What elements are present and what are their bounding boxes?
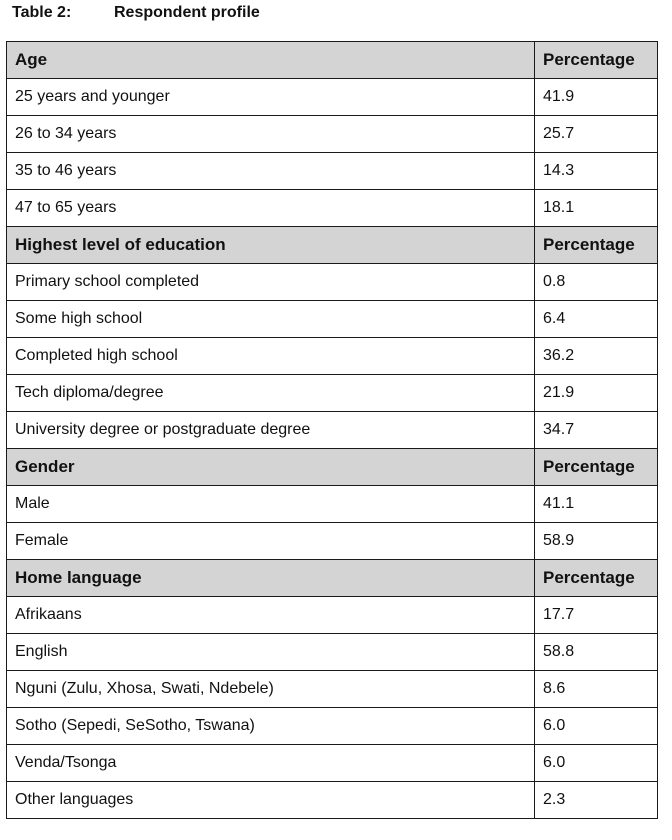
- row-label: 26 to 34 years: [7, 116, 535, 153]
- table-caption: [12, 4, 260, 22]
- row-value: 6.0: [535, 745, 658, 782]
- row-label: Sotho (Sepedi, SeSotho, Tswana): [7, 708, 535, 745]
- table-row: [7, 375, 658, 412]
- table-row: [7, 745, 658, 782]
- value-header: Percentage: [535, 227, 658, 264]
- row-label: Male: [7, 486, 535, 523]
- table-row: [7, 523, 658, 560]
- table-row: [7, 264, 658, 301]
- row-label: 47 to 65 years: [7, 190, 535, 227]
- row-value: 21.9: [535, 375, 658, 412]
- table-row: [7, 597, 658, 634]
- row-label: Primary school completed: [7, 264, 535, 301]
- table-row: [7, 634, 658, 671]
- row-label: Venda/Tsonga: [7, 745, 535, 782]
- row-value: 41.9: [535, 79, 658, 116]
- table-title: Respondent profile: [114, 4, 260, 21]
- row-value: 6.0: [535, 708, 658, 745]
- section-header: Home language: [7, 560, 535, 597]
- row-value: 2.3: [535, 782, 658, 819]
- table-row: [7, 782, 658, 819]
- row-label: Some high school: [7, 301, 535, 338]
- row-value: 36.2: [535, 338, 658, 375]
- row-label: Nguni (Zulu, Xhosa, Swati, Ndebele): [7, 671, 535, 708]
- row-value: 17.7: [535, 597, 658, 634]
- row-value: 34.7: [535, 412, 658, 449]
- section-header: Highest level of education: [7, 227, 535, 264]
- row-value: 8.6: [535, 671, 658, 708]
- section-header-row: [7, 227, 658, 264]
- row-label: English: [7, 634, 535, 671]
- table-row: [7, 671, 658, 708]
- table-row: [7, 708, 658, 745]
- table-row: [7, 116, 658, 153]
- section-header-row: [7, 449, 658, 486]
- row-label: Female: [7, 523, 535, 560]
- table-row: [7, 338, 658, 375]
- table-row: [7, 79, 658, 116]
- section-header-row: [7, 560, 658, 597]
- table-row: [7, 412, 658, 449]
- section-header: Gender: [7, 449, 535, 486]
- row-label: Tech diploma/degree: [7, 375, 535, 412]
- table-row: [7, 301, 658, 338]
- table-row: [7, 190, 658, 227]
- section-header-row: [7, 42, 658, 79]
- row-value: 58.8: [535, 634, 658, 671]
- row-label: Afrikaans: [7, 597, 535, 634]
- row-label: 25 years and younger: [7, 79, 535, 116]
- value-header: Percentage: [535, 42, 658, 79]
- row-label: Completed high school: [7, 338, 535, 375]
- row-label: Other languages: [7, 782, 535, 819]
- row-value: 41.1: [535, 486, 658, 523]
- value-header: Percentage: [535, 449, 658, 486]
- row-label: University degree or postgraduate degree: [7, 412, 535, 449]
- row-value: 0.8: [535, 264, 658, 301]
- row-value: 18.1: [535, 190, 658, 227]
- table-row: [7, 153, 658, 190]
- section-header: Age: [7, 42, 535, 79]
- value-header: Percentage: [535, 560, 658, 597]
- row-value: 25.7: [535, 116, 658, 153]
- row-value: 58.9: [535, 523, 658, 560]
- respondent-profile-table: [6, 41, 658, 819]
- row-value: 14.3: [535, 153, 658, 190]
- row-label: 35 to 46 years: [7, 153, 535, 190]
- table-number: Table 2:: [12, 4, 72, 21]
- row-value: 6.4: [535, 301, 658, 338]
- table-row: [7, 486, 658, 523]
